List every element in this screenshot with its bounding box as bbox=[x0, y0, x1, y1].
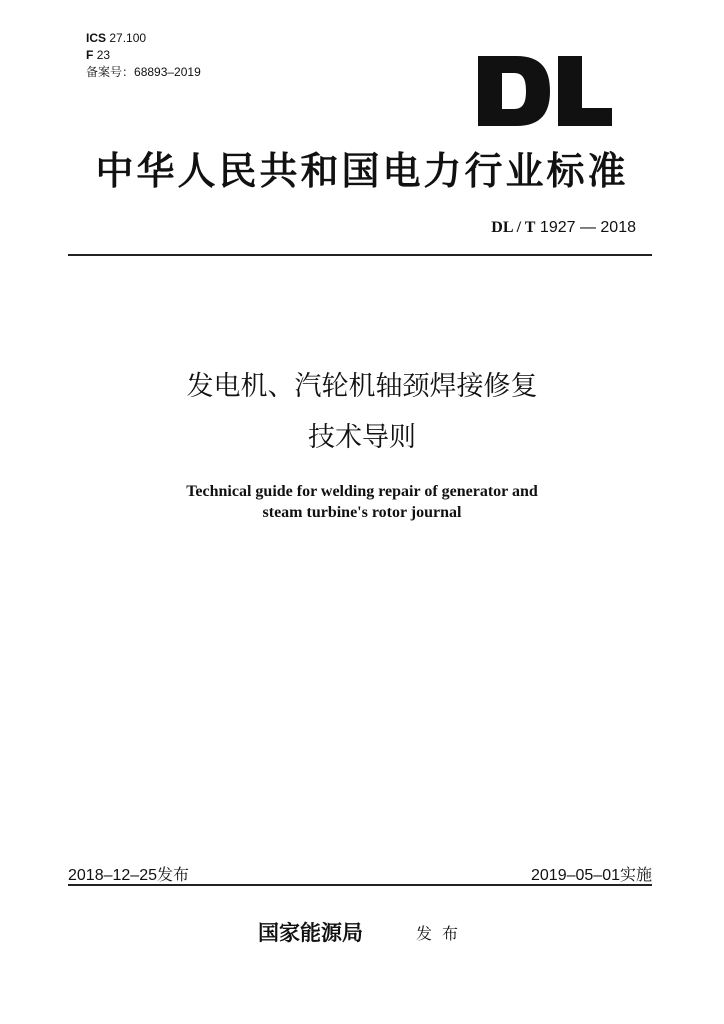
standard-number bbox=[491, 219, 636, 237]
ics-code bbox=[86, 30, 201, 47]
record-label: 备案号： bbox=[86, 65, 135, 79]
publisher: 国家能源局 bbox=[258, 920, 363, 945]
ics-label: ICS bbox=[86, 31, 107, 45]
ccs-code bbox=[86, 47, 201, 64]
ccs-label: F bbox=[86, 48, 94, 62]
implement-date: 2019–05–01实施 bbox=[531, 867, 652, 884]
standard-value: 1927 — 2018 bbox=[539, 219, 636, 236]
dl-logo bbox=[478, 56, 612, 126]
issue-date: 2018–12–25发布 bbox=[68, 867, 189, 884]
national-standard-title: 中华人民共和国电力行业标准 bbox=[95, 149, 629, 193]
document-meta bbox=[86, 30, 201, 81]
title-en-line1: Technical guide for welding repair of generator and bbox=[186, 483, 538, 500]
ccs-value: 23 bbox=[96, 48, 111, 62]
title-en-line2: steam turbine's rotor journal bbox=[262, 504, 462, 521]
record-value: 68893–2019 bbox=[134, 65, 201, 79]
ics-value: 27.100 bbox=[109, 31, 147, 45]
title-cn-line1: 发电机、汽轮机轴颈焊接修复 bbox=[186, 371, 538, 402]
title-cn-line2: 技术导则 bbox=[308, 422, 416, 453]
publish-label: 发布 bbox=[416, 924, 469, 943]
header-divider bbox=[68, 254, 652, 256]
footer-divider bbox=[68, 884, 652, 886]
standard-prefix: DL / T bbox=[491, 219, 536, 236]
record-number bbox=[86, 64, 201, 81]
